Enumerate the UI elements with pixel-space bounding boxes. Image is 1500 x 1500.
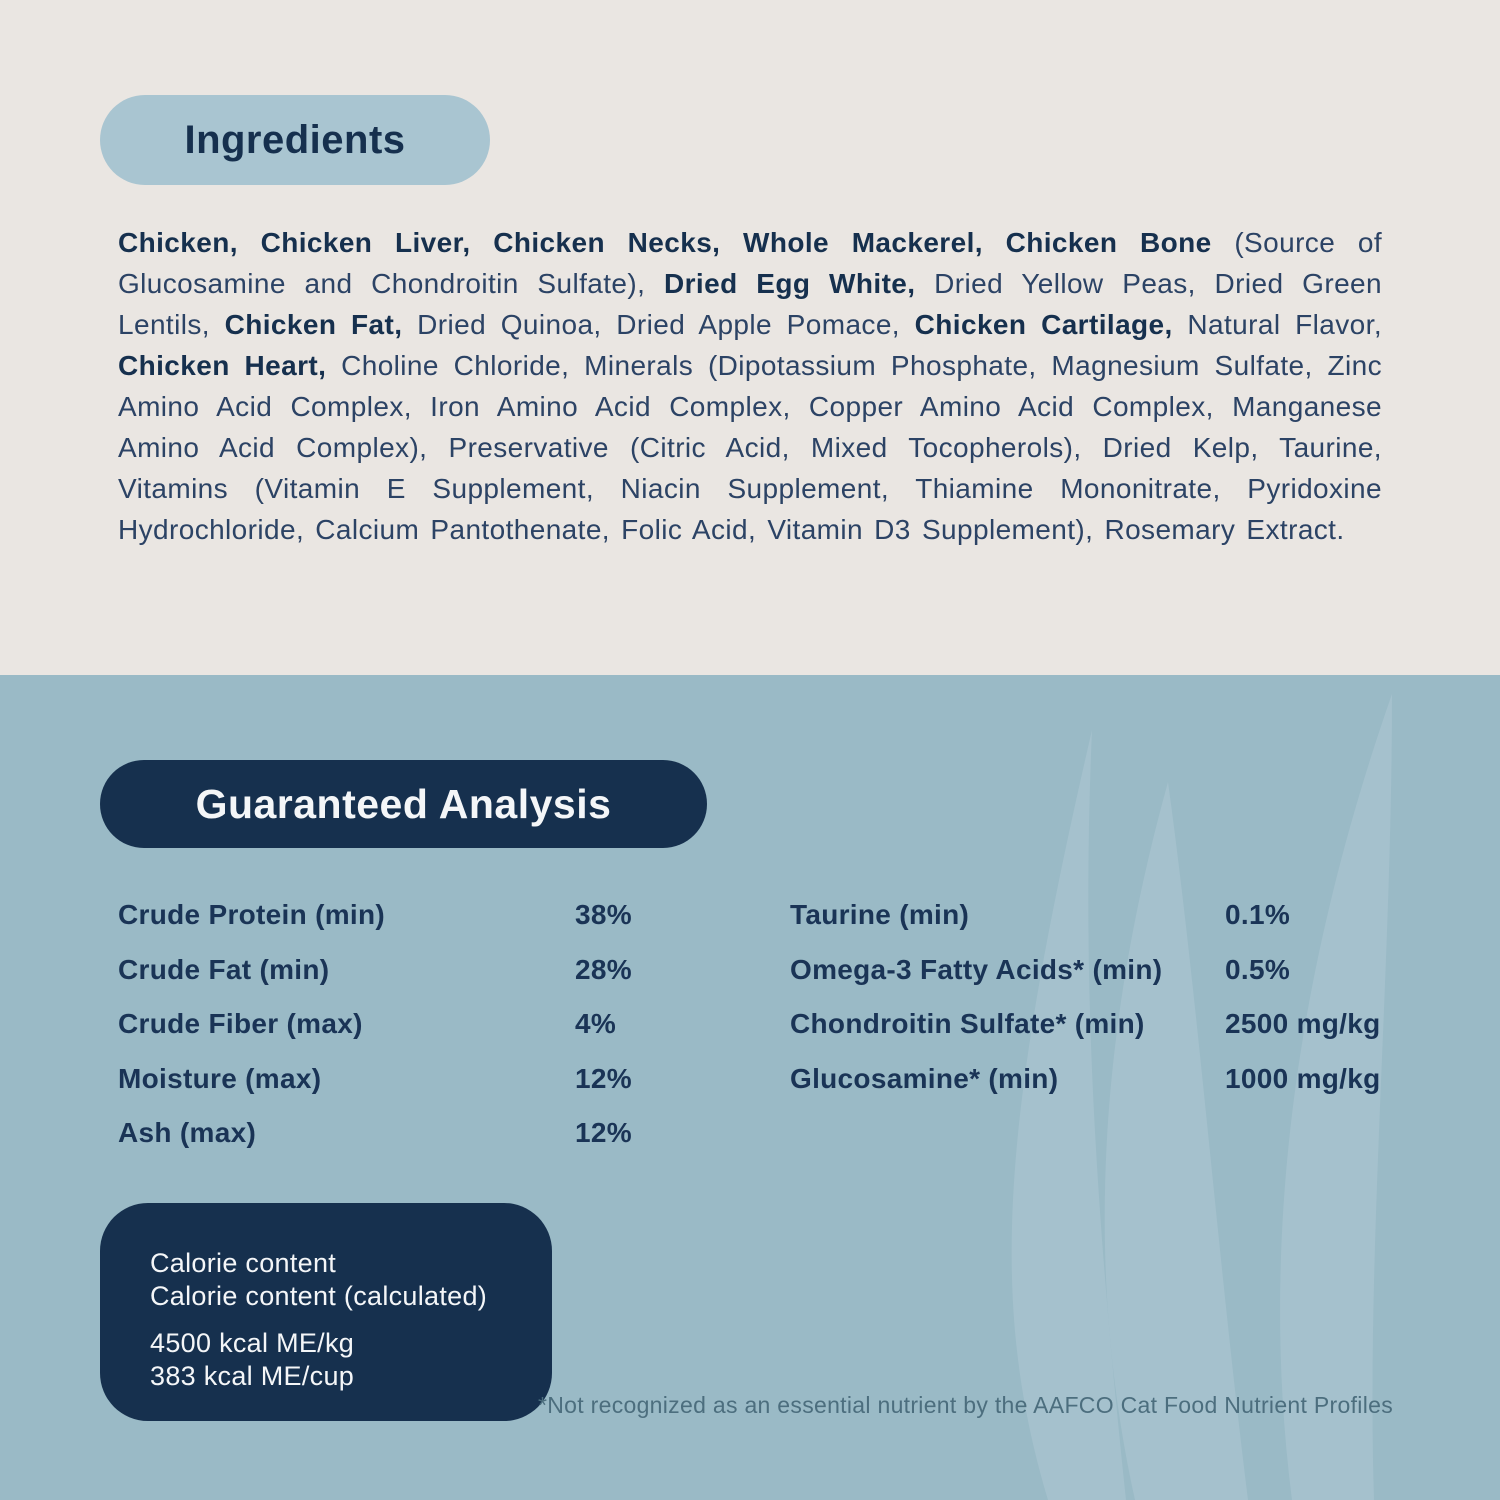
analysis-table-left bbox=[118, 888, 632, 1161]
ingredient-segment: Chicken Fat, bbox=[224, 309, 418, 340]
nutrient-value: 2500 mg/kg bbox=[1225, 1008, 1381, 1040]
nutrient-label: Taurine (min) bbox=[790, 899, 970, 931]
nutrient-value: 38% bbox=[575, 899, 632, 931]
calorie-value-line: 4500 kcal ME/kg bbox=[150, 1328, 355, 1358]
guaranteed-analysis-title: Guaranteed Analysis bbox=[195, 780, 612, 827]
nutrient-value: 0.5% bbox=[1225, 953, 1291, 985]
ingredients-section bbox=[0, 0, 1500, 675]
ingredient-segment: Dried Egg White, bbox=[664, 268, 935, 299]
nutrient-value: 1000 mg/kg bbox=[1225, 1062, 1381, 1094]
ingredients-header-pill bbox=[100, 95, 490, 185]
nutrient-value: 0.1% bbox=[1225, 899, 1291, 931]
calorie-title-line: Calorie content bbox=[150, 1248, 337, 1278]
nutrient-label: Moisture (max) bbox=[118, 1062, 322, 1094]
nutrient-label: Crude Fat (min) bbox=[118, 953, 330, 985]
ingredients-title: Ingredients bbox=[184, 117, 406, 162]
spacer bbox=[150, 1313, 552, 1327]
ingredients-paragraph bbox=[118, 222, 1382, 550]
nutrient-value: 12% bbox=[575, 1117, 632, 1149]
guaranteed-analysis-header-pill bbox=[100, 760, 707, 848]
nutrient-label: Crude Protein (min) bbox=[118, 899, 386, 931]
ingredient-segment: (Source of Glucosamine and Chondroitin Sulfate), bbox=[118, 227, 1383, 299]
ingredient-segment: Natural Flavor, bbox=[1187, 309, 1382, 340]
nutrient-label: Crude Fiber (max) bbox=[118, 1008, 363, 1040]
nutrient-value: 4% bbox=[575, 1008, 617, 1040]
calorie-content-card bbox=[100, 1203, 552, 1421]
nutrient-label: Ash (max) bbox=[118, 1117, 257, 1149]
analysis-table-right bbox=[790, 888, 1381, 1106]
nutrient-value: 28% bbox=[575, 953, 632, 985]
nutrient-label: Omega-3 Fatty Acids* (min) bbox=[790, 953, 1163, 985]
ingredient-segment: Chicken, Chicken Liver, Chicken Necks, Whole Mackerel, Chicken Bone bbox=[118, 227, 1235, 258]
ingredient-segment: Chicken Heart, bbox=[118, 350, 342, 381]
calorie-title-line: Calorie content (calculated) bbox=[150, 1281, 488, 1311]
ingredient-segment: Choline Chloride, Minerals (Dipotassium Phosphate, Magnesium Sulfate, Zinc Amino Acid Complex, Iron Amino Acid Complex, Copper Amino Acid Complex, Manganese Amino Acid Complex), Preservative (Citric Acid, Mixed Tocopherols), Dried Kelp, Taurine, Vitamins (Vitamin E Supplement, Niacin Supplement, Thiamine Mononitrate, Pyridoxine Hydrochloride, Calcium Pantothenate, Folic Acid, Vitamin D3 Supplement), Rosemary Extract. bbox=[118, 350, 1382, 545]
nutrient-label: Chondroitin Sulfate* (min) bbox=[790, 1008, 1145, 1040]
aafco-footnote: *Not recognized as an essential nutrient by the AAFCO Cat Food Nutrient Profiles bbox=[538, 1392, 1393, 1418]
nutrient-label: Glucosamine* (min) bbox=[790, 1062, 1059, 1094]
ingredient-segment: Dried Yellow Peas, Dried Green Lentils, bbox=[118, 268, 1382, 340]
calorie-value-line: 383 kcal ME/cup bbox=[150, 1361, 355, 1391]
ingredient-segment: Chicken Cartilage, bbox=[914, 309, 1188, 340]
guaranteed-analysis-section bbox=[0, 675, 1500, 1500]
ingredient-segment: Dried Quinoa, Dried Apple Pomace, bbox=[417, 309, 915, 340]
nutrient-value: 12% bbox=[575, 1062, 632, 1094]
